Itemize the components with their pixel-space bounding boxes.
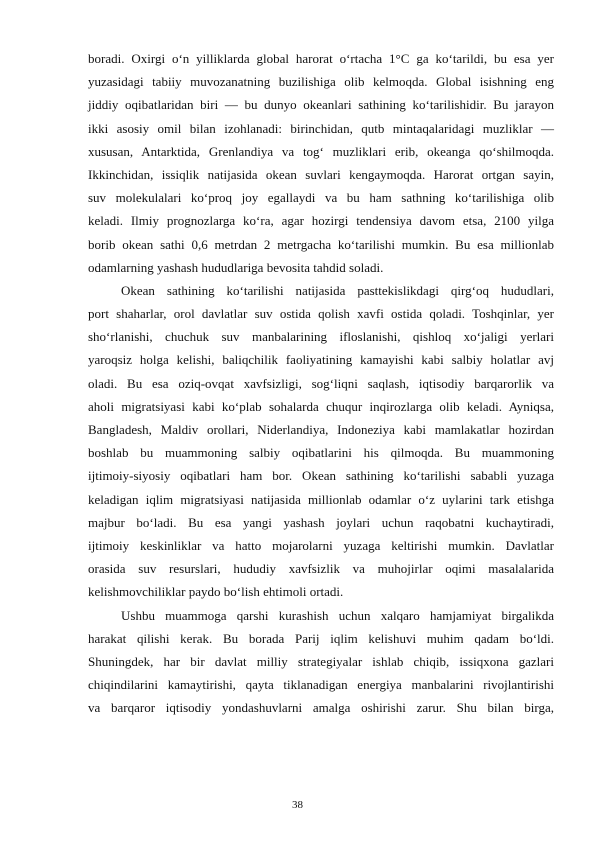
text-line: Shuningdek, har bir davlat milliy strategiyalar ishlab chiqib, issiqxona gazlari [88, 653, 554, 669]
text-line: ijtimoiy keskinliklar va hatto mojarolarni yuzaga keltirishi mumkin. Davlatlar [88, 537, 554, 553]
text-line: chiqindilarini kamaytirishi, qayta tiklanadigan energiya manbalarini rivojlantirishi [88, 677, 554, 693]
text-line: orasida suv resurslari, hududiy xavfsizlik va muhojirlar oqimi masalalarida [88, 561, 554, 577]
text-line: yuzasidagi tabiiy muvozanatning buzilishiga olib kelmoqda. Global isishning eng [88, 74, 554, 90]
body-text [88, 47, 554, 719]
text-line: borib okean sathi 0,6 metrdan 2 metrgacha ko‘tarilishi mumkin. Bu esa millionlab [88, 236, 554, 252]
text-line: odamlarning yashash hududlariga bevosita tahdid soladi. [88, 259, 384, 275]
text-line: ijtimoiy-siyosiy oqibatlari ham bor. Okean sathining ko‘tarilishi sababli yuzaga [88, 468, 554, 484]
text-line: harakat qilishi kerak. Bu borada Parij iqlim kelishuvi muhim qadam bo‘ldi. [88, 630, 554, 646]
text-line: Okean sathining ko‘tarilishi natijasida pasttekislikdagi qirg‘oq hududlari, [121, 282, 554, 298]
text-line: Ushbu muammoga qarshi kurashish uchun xalqaro hamjamiyat birgalikda [121, 607, 554, 623]
text-line: Ikkinchidan, issiqlik natijasida okean suvlari kengaymoqda. Harorat ortgan sayin, [88, 166, 554, 182]
text-line: keladi. Ilmiy prognozlarga ko‘ra, agar hozirgi tendensiya davom etsa, 2100 yilga [88, 213, 554, 229]
text-line: yaroqsiz holga kelishi, baliqchilik faoliyatining kamayishi kabi salbiy holatlar avj [88, 352, 554, 368]
text-line: Bangladesh, Maldiv orollari, Niderlandiya, Indoneziya kabi mamlakatlar hozirdan [88, 422, 554, 437]
text-line: suv molekulalari ko‘proq joy egallaydi va bu ham sathning ko‘tarilishiga olib [88, 190, 554, 206]
text-line: ikki asosiy omil bilan izohlanadi: birinchidan, qutb mintaqalaridagi muzliklar — [88, 120, 554, 136]
text-line: boradi. Oxirgi o‘n yilliklarda global harorat o‘rtacha 1°C ga ko‘tarildi, bu esa yer [88, 51, 554, 66]
text-line: port shaharlar, orol davlatlar suv ostida qolish xavfi ostida qoladi. Toshqinlar, yer [88, 306, 554, 322]
text-line: majbur bo‘ladi. Bu esa yangi yashash joylari uchun raqobatni kuchaytiradi, [88, 514, 554, 530]
text-line: kelishmovchiliklar paydo bo‘lish ehtimoli ortadi. [88, 584, 344, 600]
text-line: sho‘rlanishi, chuchuk suv manbalarining ifloslanishi, qishloq xo‘jaligi yerlari [88, 329, 554, 345]
page-number: 38 [292, 799, 303, 811]
text-line: va barqaror iqtisodiy yondashuvlarni amalga oshirishi zarur. Shu bilan birga, [88, 700, 554, 716]
text-line: oladi. Bu esa oziq-ovqat xavfsizligi, sog‘liqni saqlash, iqtisodiy barqarorlik va [88, 375, 554, 391]
text-line: xususan, Antarktida, Grenlandiya va tog‘ muzliklari erib, okeanga qo‘shilmoqda. [88, 143, 554, 159]
text-line: keladigan iqlim migratsiyasi natijasida millionlab odamlar o‘z uylarini tark etishga [88, 491, 554, 507]
text-line: boshlab bu muammoning salbiy oqibatlarini his qilmoqda. Bu muammoning [88, 445, 554, 461]
text-line: jiddiy oqibatlaridan biri — bu dunyo okeanlari sathining ko‘tarilishidir. Bu jarayon [88, 97, 554, 113]
text-line: aholi migratsiyasi kabi ko‘plab sohalarda chuqur inqirozlarga olib keladi. Ayniqsa, [88, 398, 554, 414]
